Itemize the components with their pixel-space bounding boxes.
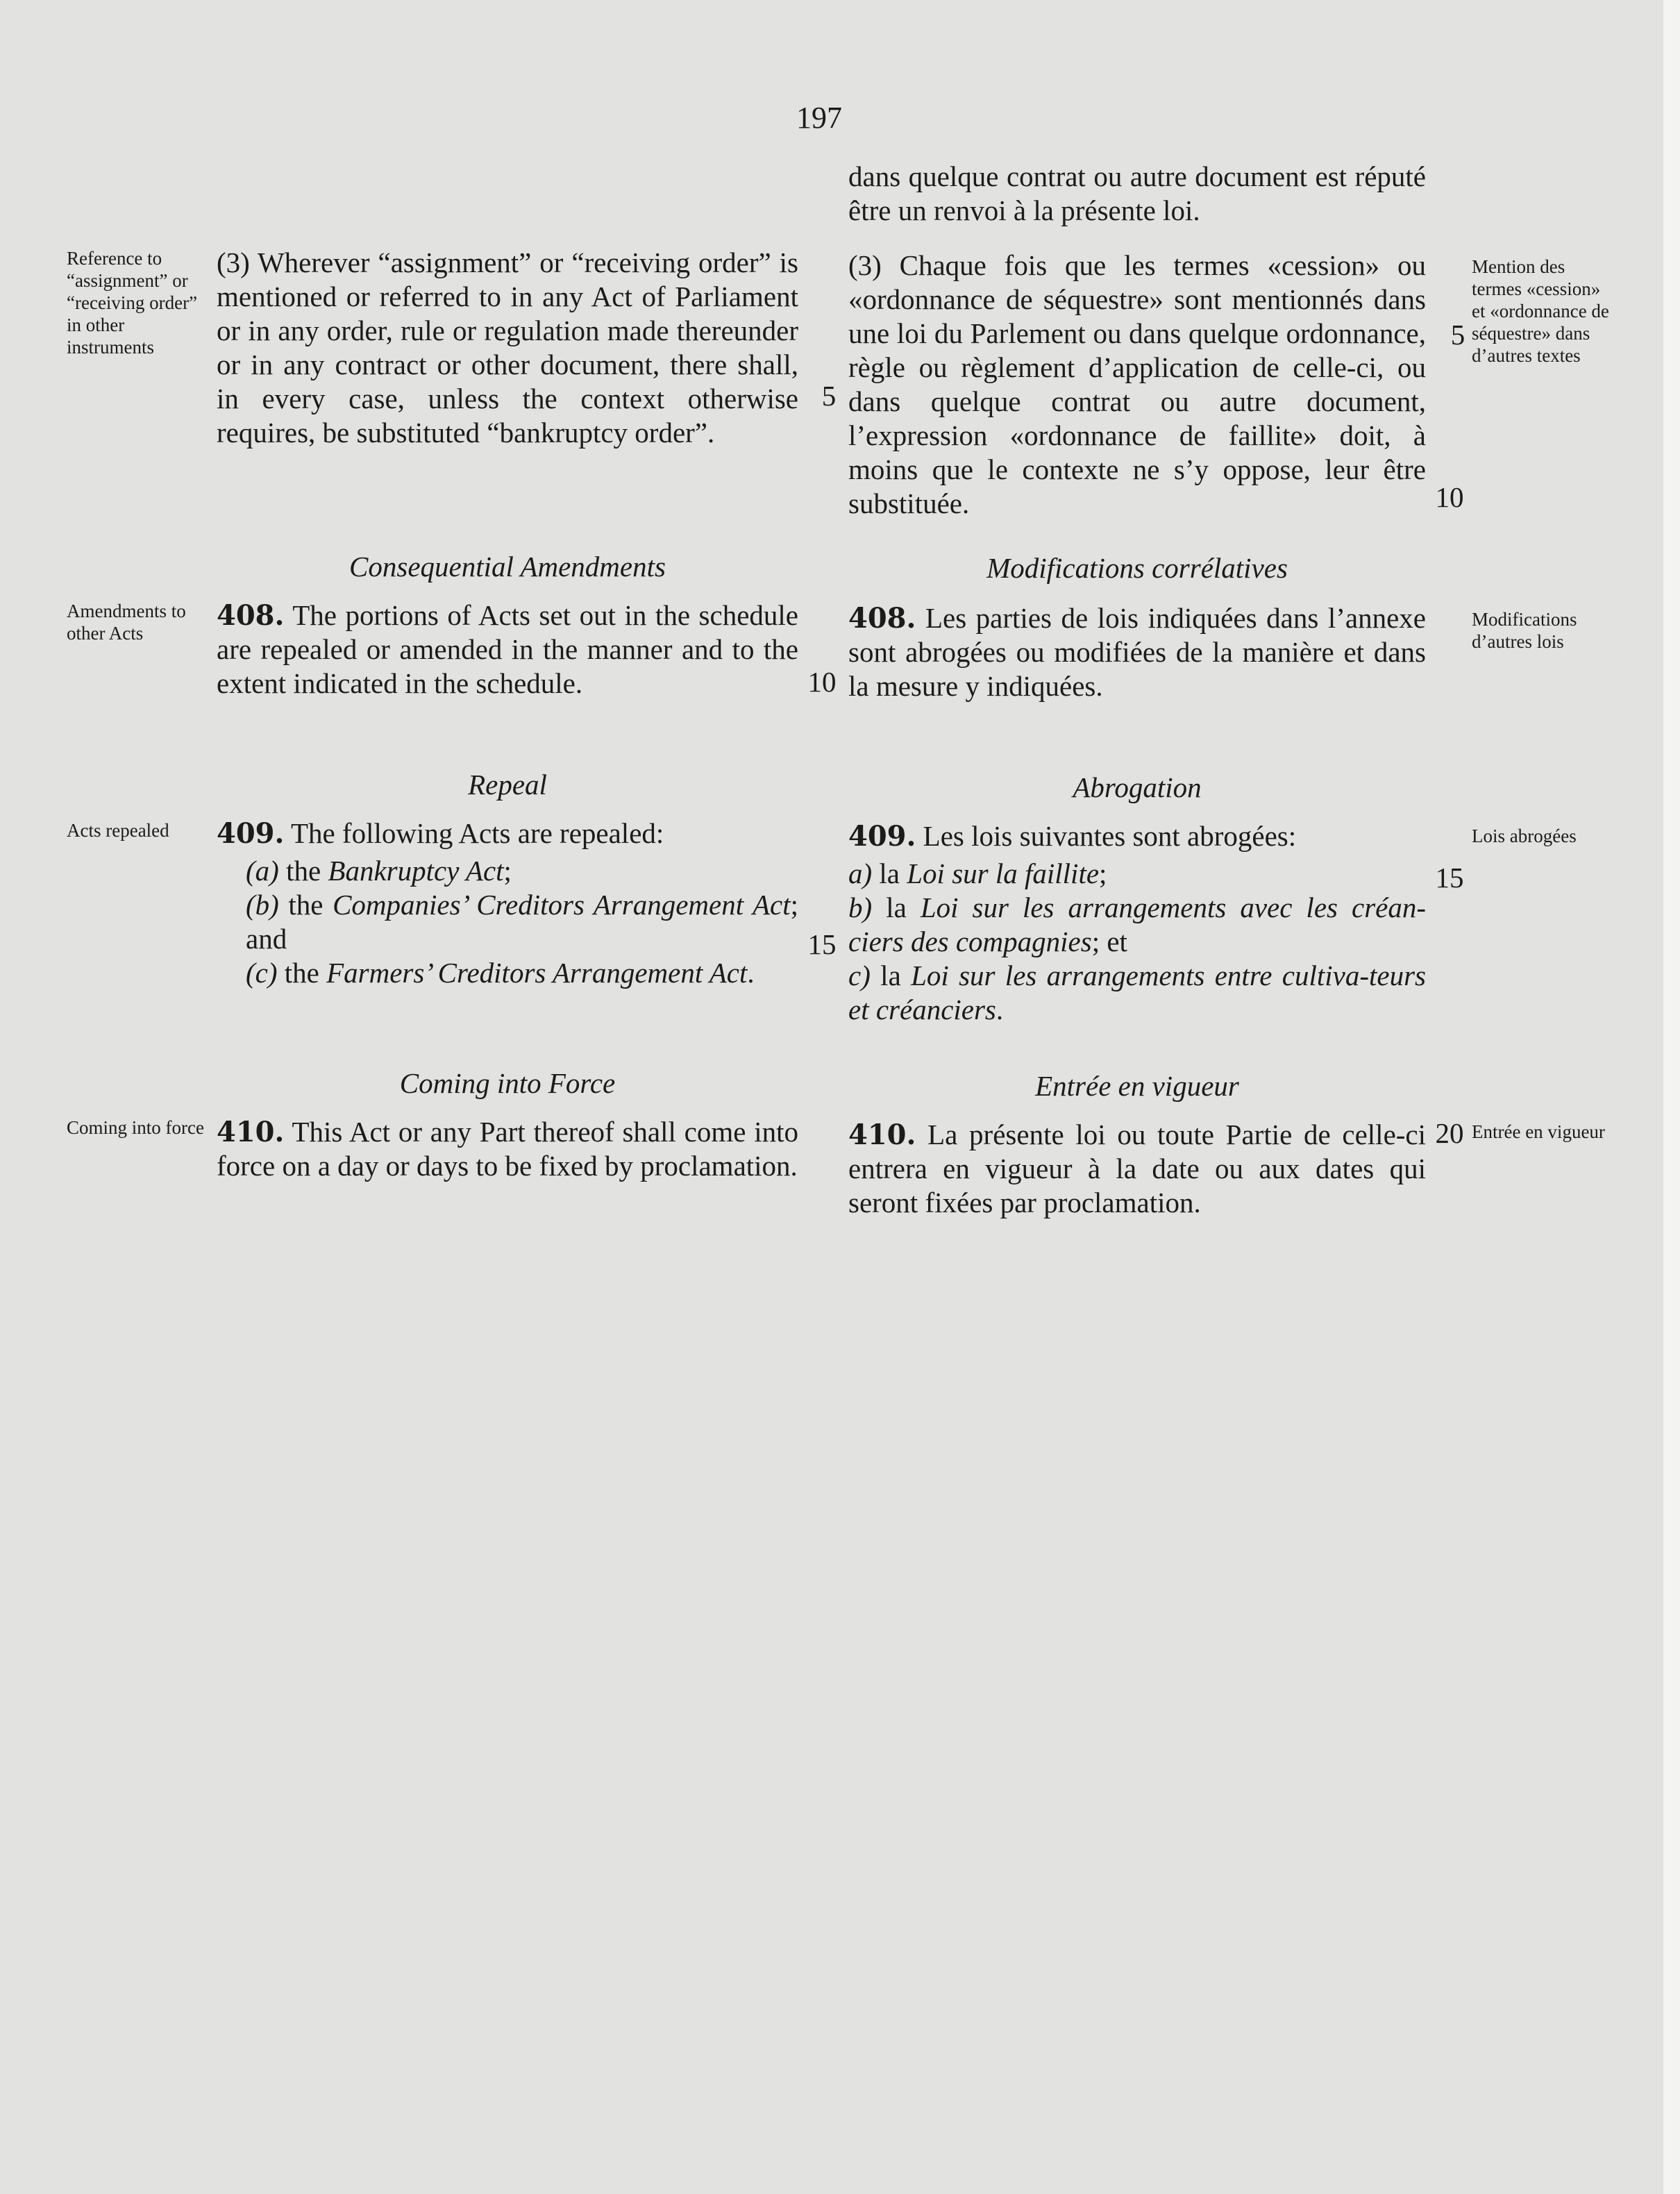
line-number: 5 — [821, 380, 837, 412]
list-item — [217, 956, 798, 990]
en-subsection-3: (3) Wherever “assignment” or “receiving order” is mentioned or referred to in any Act of Parliament or in any order, rule or regulation made thereunder or in any contract or other document, there shall, in every case, unless the context otherwise requires, be substituted “bankruptcy order”. — [217, 246, 798, 449]
act-title: Loi sur les arrangements entre cultiva-teurs et créanciers — [848, 960, 1426, 1025]
act-title: Farmers’ Creditors Arrangement Act — [326, 957, 748, 989]
list-item — [848, 959, 1426, 1027]
margin-note-amendments: Amendments to other Acts — [67, 601, 186, 644]
heading-abrogation: Abrogation — [1073, 771, 1202, 803]
section-number: 409. — [217, 817, 285, 850]
en-section-410 — [217, 1115, 798, 1183]
act-title: Loi sur les arrangements avec les créan-ciers des compagnies — [848, 891, 1427, 957]
margin-note-lois-abrogees: Lois abrogées — [1472, 826, 1577, 846]
section-text: The portions of Acts set out in the schedule are repealed or amended in the manner and to the extent indicated in the schedule. — [217, 599, 798, 699]
line-number: 15 — [1435, 862, 1464, 894]
fr-section-410 — [848, 1118, 1426, 1220]
line-number: 5 — [1450, 319, 1465, 351]
item-lead: la — [879, 857, 900, 889]
margin-note-mention: Mention des termes «cession» et «ordonnance de séquestre» dans d’autres textes — [1472, 256, 1609, 366]
list-item — [848, 857, 1426, 891]
section-number: 408. — [217, 599, 285, 632]
item-lead: the — [284, 957, 319, 989]
margin-note-coming-into-force: Coming into force — [67, 1117, 204, 1138]
item-tail: ; and — [246, 889, 798, 955]
item-prefix: (b) — [246, 889, 279, 921]
page-edge — [1663, 0, 1680, 2194]
section-number: 410. — [848, 1119, 916, 1151]
act-title: Companies’ Creditors Arrangement Act — [333, 889, 791, 921]
heading-entree-en-vigueur: Entrée en vigueur — [1035, 1070, 1239, 1102]
section-text: Les parties de lois indiquées dans l’annexe sont abrogées ou modifiées de la manière et dans la mesure y indiquées. — [848, 602, 1426, 702]
item-tail: ; — [503, 855, 512, 887]
item-tail: . — [996, 994, 1004, 1025]
item-tail: ; et — [1091, 926, 1127, 957]
list-item — [848, 891, 1426, 959]
section-text: The following Acts are repealed: — [290, 817, 664, 849]
section-number: 408. — [848, 602, 916, 635]
fr-carryover-paragraph: dans quelque contrat ou autre document est réputé être un renvoi à la présente loi. — [848, 160, 1426, 226]
line-number: 10 — [1435, 481, 1464, 513]
section-text: Les lois suivantes sont abrogées: — [923, 820, 1297, 852]
line-number: 15 — [807, 928, 837, 960]
line-number: 10 — [807, 666, 837, 698]
section-number: 409. — [848, 820, 916, 853]
heading-consequential-amendments: Consequential Amendments — [349, 551, 666, 583]
fr-repealed-acts-list — [848, 857, 1426, 1027]
item-lead: the — [286, 855, 321, 887]
page-number: 197 — [796, 101, 842, 135]
item-tail: ; — [1099, 857, 1107, 889]
section-text: La présente loi ou toute Partie de celle-ci entrera en vigueur à la date ou aux dates qui seront fixées par proclamation. — [848, 1119, 1427, 1219]
fr-section-408 — [848, 601, 1426, 703]
heading-repeal: Repeal — [468, 769, 547, 801]
heading-coming-into-force: Coming into Force — [399, 1067, 616, 1099]
item-lead: la — [880, 960, 901, 991]
margin-note-reference: Reference to “assignment” or “receiving order” in other instruments — [67, 248, 198, 358]
line-number: 20 — [1435, 1117, 1464, 1149]
item-prefix: c) — [848, 960, 871, 991]
en-repealed-acts-list — [217, 854, 798, 990]
item-lead: the — [288, 889, 324, 921]
item-prefix: b) — [848, 891, 873, 923]
item-prefix: a) — [848, 857, 873, 889]
item-prefix: (c) — [246, 957, 278, 989]
act-title: Bankruptcy Act — [328, 855, 504, 887]
fr-subsection-3: (3) Chaque fois que les termes «cession» ou «ordonnance de séquestre» sont mentionnés dans une loi du Parlement ou dans quelque ordonnance, règle ou règlement d’application de celle-ci, ou dans quelque contrat ou autre document, l’expression «ordonnance de faillite» doit, à moins que le contexte ne s’y oppose, leur être substituée. — [848, 249, 1426, 519]
section-text: This Act or any Part thereof shall come into force on a day or days to be fixed by proclamation. — [217, 1116, 798, 1182]
heading-modifications-correlatives: Modifications corrélatives — [986, 552, 1288, 584]
item-tail: . — [747, 957, 755, 989]
section-number: 410. — [217, 1116, 285, 1148]
margin-note-modifications: Modifications d’autres lois — [1472, 609, 1577, 652]
margin-note-acts-repealed: Acts repealed — [67, 820, 169, 841]
item-lead: la — [886, 891, 907, 923]
fr-section-409 — [848, 819, 1426, 853]
margin-note-entree-en-vigueur: Entrée en vigueur — [1472, 1121, 1605, 1142]
list-item — [217, 888, 798, 956]
list-item — [217, 854, 798, 888]
act-title: Loi sur la faillite — [907, 857, 1100, 889]
en-section-409 — [217, 817, 798, 851]
en-section-408 — [217, 598, 798, 701]
item-prefix: (a) — [246, 855, 279, 887]
